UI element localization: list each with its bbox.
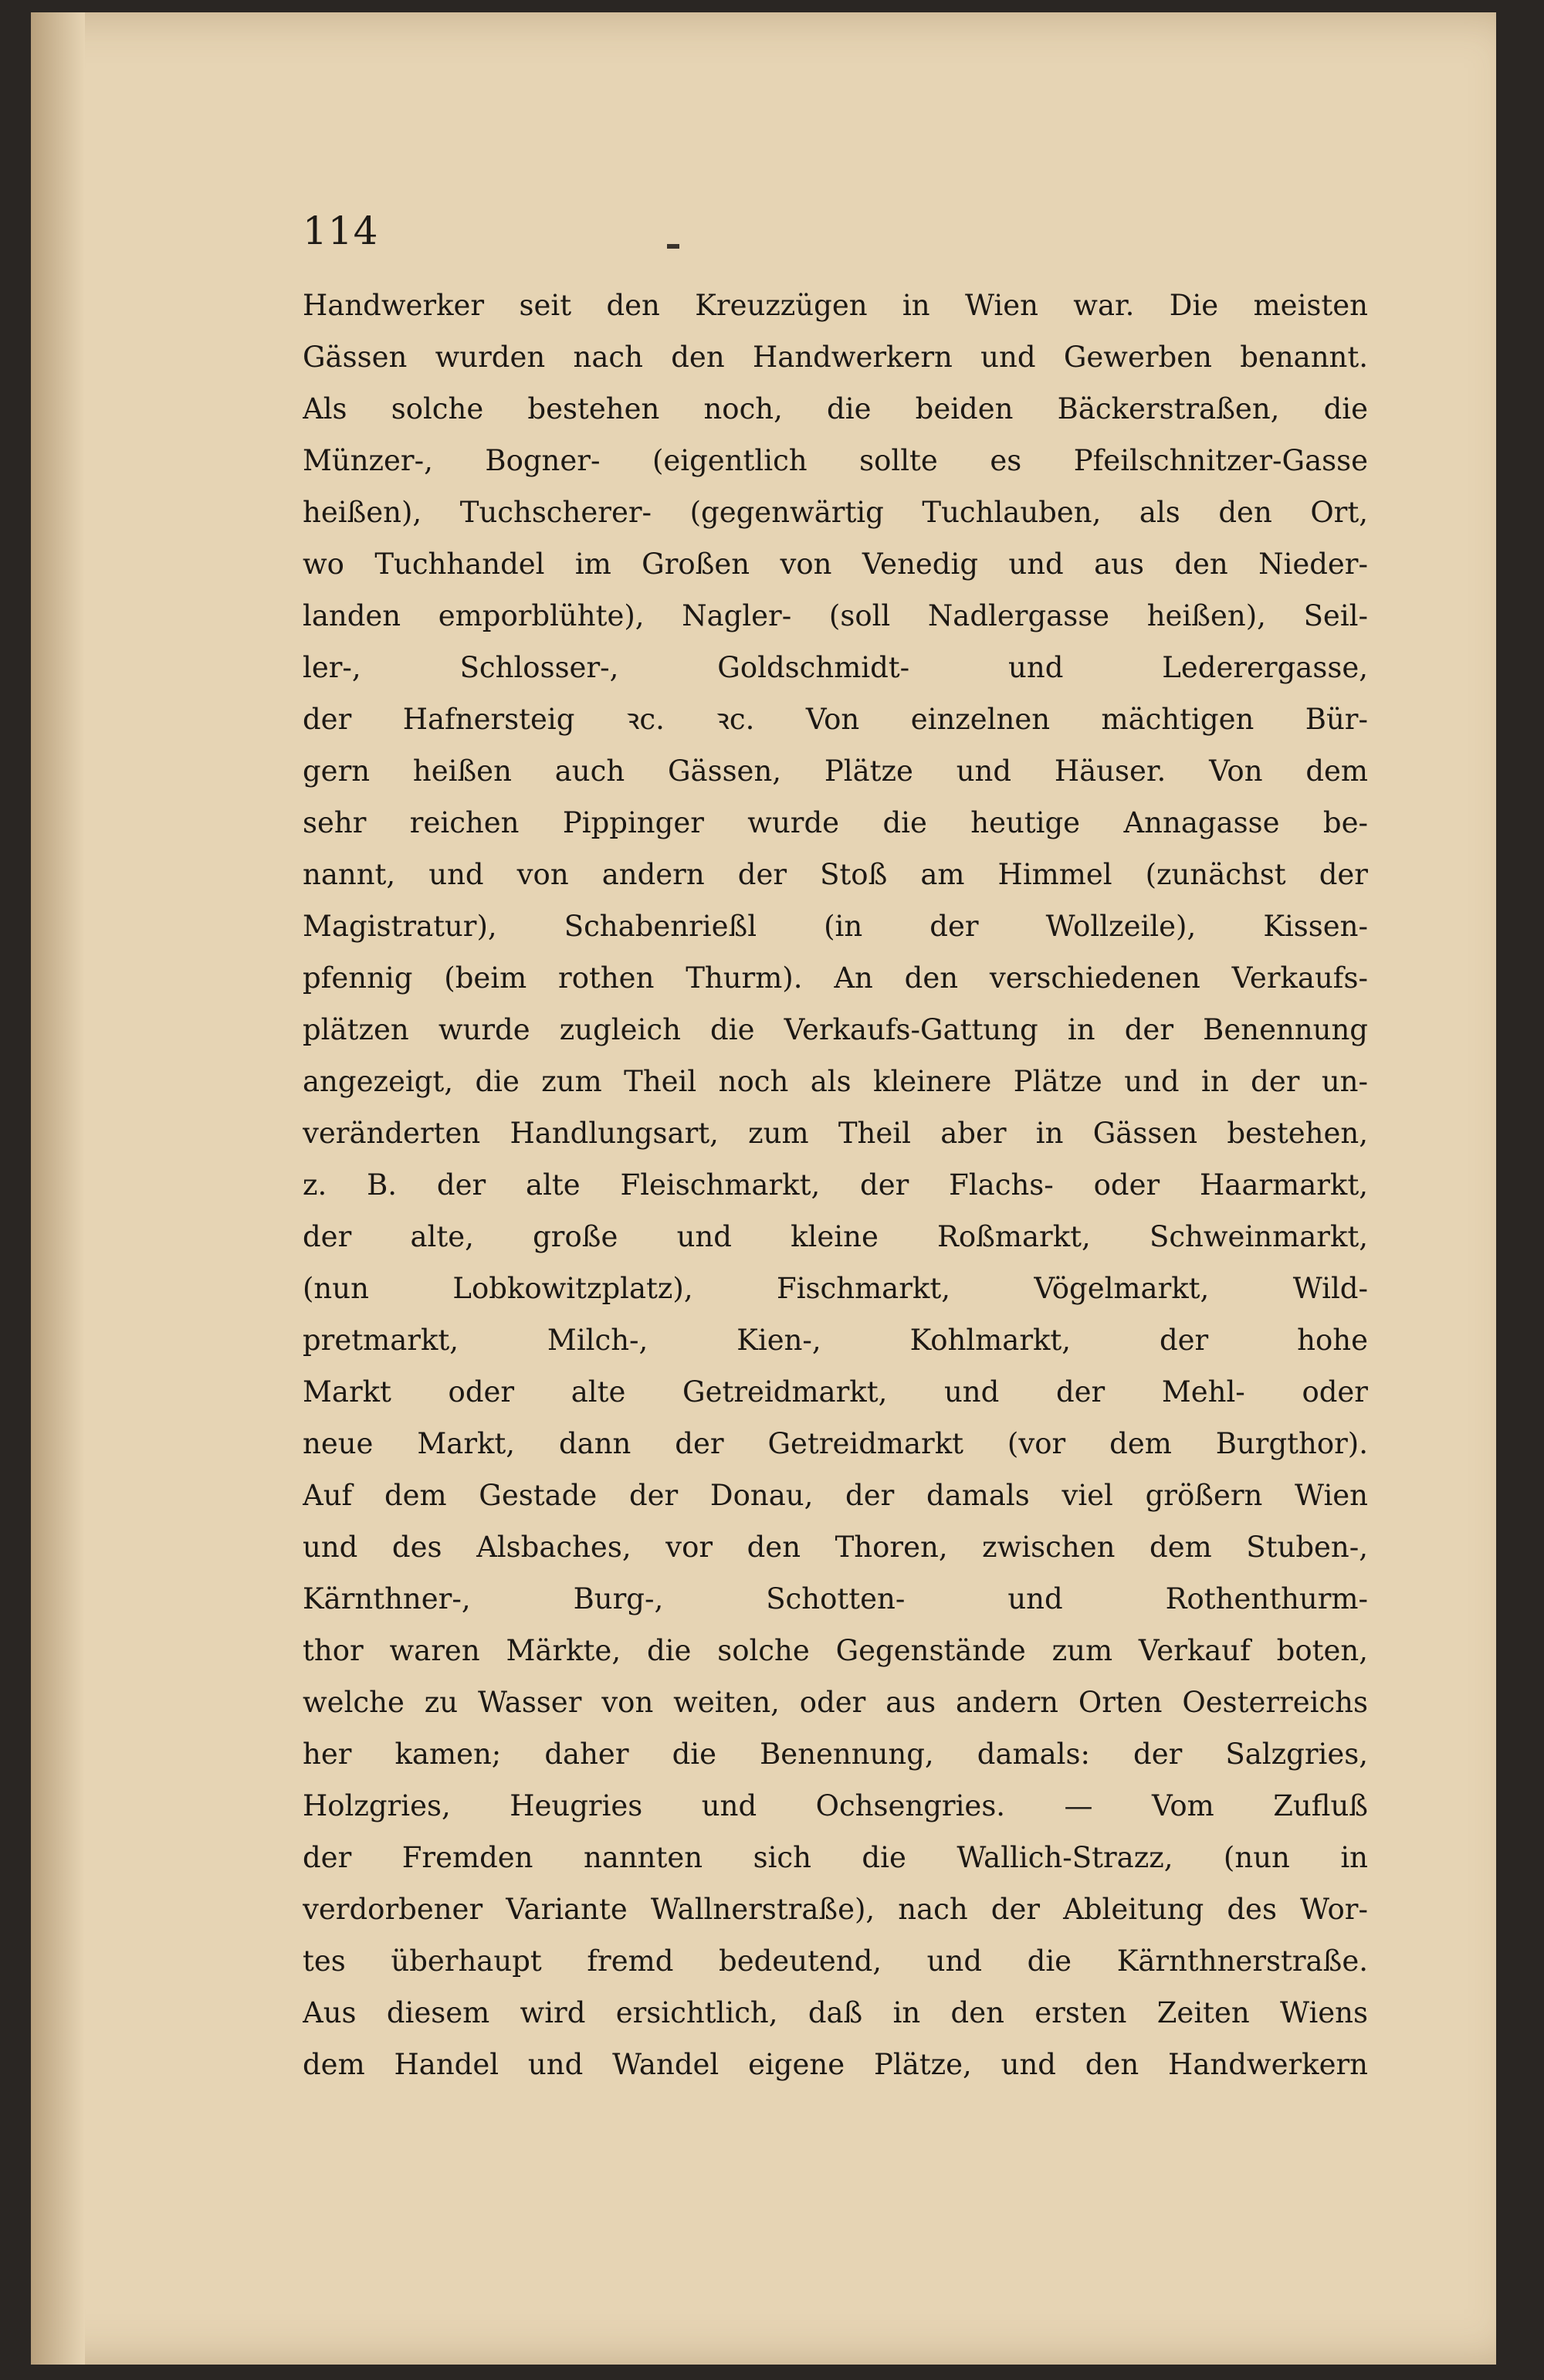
text-line: pfennig (beim rothen Thurm). An den verschiedenen Verkaufs- <box>303 961 1368 995</box>
text-line: der alte, große und kleine Roßmarkt, Schweinmarkt, <box>303 1220 1368 1253</box>
text-line: Münzer-, Bogner- (eigentlich sollte es Pfeilschnitzer-Gasse <box>303 444 1368 477</box>
text-line: (nun Lobkowitzplatz), Fischmarkt, Vögelmarkt, Wild- <box>303 1272 1368 1305</box>
text-line: und des Alsbaches, vor den Thoren, zwischen dem Stuben-, <box>303 1531 1368 1564</box>
text-line: wo Tuchhandel im Großen von Venedig und aus den Nieder- <box>303 548 1368 581</box>
text-line: Magistratur), Schabenrießl (in der Wollzeile), Kissen- <box>303 910 1368 943</box>
text-line: pretmarkt, Milch-, Kien-, Kohlmarkt, der hohe <box>303 1324 1368 1357</box>
text-line: Aus diesem wird ersichtlich, daß in den ersten Zeiten Wiens <box>303 1996 1368 2029</box>
text-line: Holzgries, Heugries und Ochsengries. — Vom Zufluß <box>303 1789 1368 1822</box>
page-number: 114 <box>303 209 379 253</box>
text-line: plätzen wurde zugleich die Verkaufs-Gattung in der Benennung <box>303 1013 1368 1046</box>
text-line: verdorbener Variante Wallnerstraße), nach der Ableitung des Wor- <box>303 1893 1368 1926</box>
text-line: der Hafnersteig ꝛc. ꝛc. Von einzelnen mächtigen Bür- <box>303 703 1368 736</box>
book-spine-edge <box>1496 12 1519 2365</box>
text-line: Markt oder alte Getreidmarkt, und der Mehl- oder <box>303 1375 1368 1409</box>
text-line: tes überhaupt fremd bedeutend, und die Kärnthnerstraße. <box>303 1944 1368 1978</box>
text-line: der Fremden nannten sich die Wallich-Strazz, (nun in <box>303 1841 1368 1874</box>
text-line: Kärnthner-, Burg-, Schotten- und Rothenthurm- <box>303 1582 1368 1615</box>
text-line: her kamen; daher die Benennung, damals: der Salzgries, <box>303 1738 1368 1771</box>
book-page <box>31 12 1519 2365</box>
page-gutter-shadow <box>31 12 85 2365</box>
text-line: thor waren Märkte, die solche Gegenstände zum Verkauf boten, <box>303 1634 1368 1667</box>
text-line: Handwerker seit den Kreuzzügen in Wien war. Die meisten <box>303 289 1368 322</box>
text-line: gern heißen auch Gässen, Plätze und Häuser. Von dem <box>303 754 1368 788</box>
text-line: z. B. der alte Fleischmarkt, der Flachs- oder Haarmarkt, <box>303 1168 1368 1202</box>
text-line: landen emporblühte), Nagler- (soll Nadlergasse heißen), Seil- <box>303 599 1368 632</box>
body-text <box>303 280 1368 2090</box>
text-line: neue Markt, dann der Getreidmarkt (vor dem Burgthor). <box>303 1427 1368 1460</box>
text-line: veränderten Handlungsart, zum Theil aber in Gässen bestehen, <box>303 1117 1368 1150</box>
header-dash <box>667 244 679 249</box>
text-line: dem Handel und Wandel eigene Plätze, und den Handwerkern <box>303 2048 1368 2081</box>
text-line: ler-, Schlosser-, Goldschmidt- und Lederergasse, <box>303 651 1368 684</box>
text-line: nannt, und von andern der Stoß am Himmel (zunächst der <box>303 858 1368 891</box>
text-line: Als solche bestehen noch, die beiden Bäckerstraßen, die <box>303 392 1368 425</box>
text-line: Auf dem Gestade der Donau, der damals viel größern Wien <box>303 1479 1368 1512</box>
text-line: sehr reichen Pippinger wurde die heutige Annagasse be- <box>303 806 1368 839</box>
text-line: Gässen wurden nach den Handwerkern und Gewerben benannt. <box>303 341 1368 374</box>
text-line: heißen), Tuchscherer- (gegenwärtig Tuchlauben, als den Ort, <box>303 496 1368 529</box>
text-line: angezeigt, die zum Theil noch als kleinere Plätze und in der un- <box>303 1065 1368 1098</box>
text-line: welche zu Wasser von weiten, oder aus andern Orten Oesterreichs <box>303 1686 1368 1719</box>
